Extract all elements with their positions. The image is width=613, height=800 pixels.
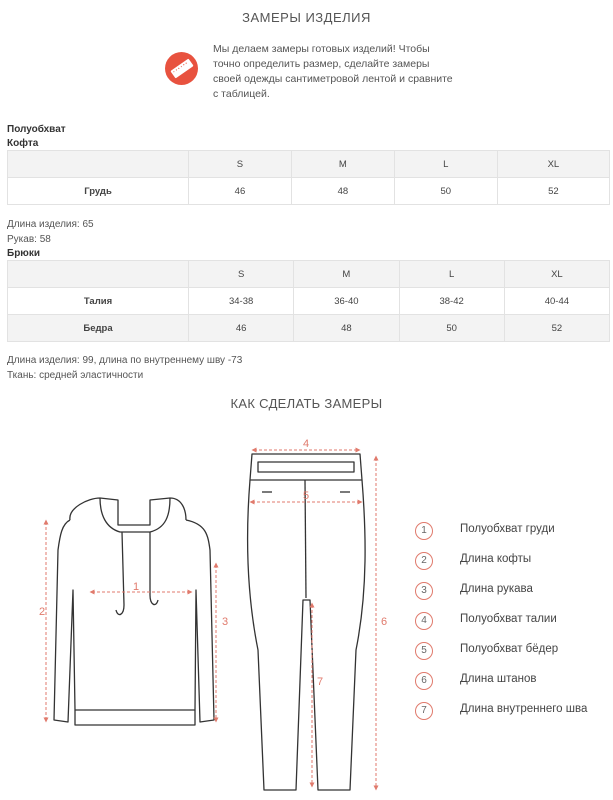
row-label: Талия [8, 288, 189, 315]
hoodie-mark: 3 [221, 616, 229, 628]
table-cell: 38-42 [399, 288, 504, 315]
table-cell: 46 [189, 315, 294, 342]
legend-number: 2 [415, 552, 433, 570]
table-header-row [8, 151, 610, 178]
measurement-legend [415, 520, 605, 730]
legend-item [415, 610, 605, 640]
table-cell: 36-40 [294, 288, 399, 315]
legend-item [415, 520, 605, 550]
table-row [8, 178, 610, 205]
jacket-size-table [7, 150, 610, 205]
jacket-note: Длина изделия: 65 [7, 219, 94, 230]
size-header: XL [504, 261, 609, 288]
table-cell: 48 [291, 178, 394, 205]
table-cell: 52 [497, 178, 609, 205]
table-cell: 50 [399, 315, 504, 342]
pants-mark: 4 [302, 438, 310, 450]
size-header: L [394, 151, 497, 178]
row-label: Грудь [8, 178, 189, 205]
intro-text: Мы делаем замеры готовых изделий! Чтобы точно определить размер, сделайте замеры своей одежды сантиметровой лентой и сравните с таблицей. [213, 43, 453, 100]
section-label: Полуобхват [7, 124, 66, 135]
legend-number: 7 [415, 702, 433, 720]
legend-number: 4 [415, 612, 433, 630]
hoodie-drawing [54, 498, 214, 725]
pants-note: Ткань: средней эластичности [7, 370, 144, 381]
legend-item [415, 700, 605, 730]
table-cell: 48 [294, 315, 399, 342]
table-cell: 52 [504, 315, 609, 342]
pants-mark: 6 [380, 616, 388, 628]
table-cell: 34-38 [189, 288, 294, 315]
table-cell: 46 [189, 178, 292, 205]
size-header: XL [497, 151, 609, 178]
legend-number: 5 [415, 642, 433, 660]
legend-item [415, 640, 605, 670]
table-row [8, 315, 610, 342]
legend-label: Полуобхват груди [460, 523, 555, 535]
size-header: M [294, 261, 399, 288]
size-header: S [189, 261, 294, 288]
legend-label: Длина рукава [460, 583, 533, 595]
pants-drawing [248, 454, 365, 790]
pants-size-table [7, 260, 610, 342]
table-cell: 50 [394, 178, 497, 205]
legend-item [415, 550, 605, 580]
pants-title: Брюки [7, 248, 40, 259]
table-cell: 40-44 [504, 288, 609, 315]
hoodie-mark: 2 [38, 606, 46, 618]
row-label: Бедра [8, 315, 189, 342]
legend-label: Полуобхват талии [460, 613, 557, 625]
size-header: L [399, 261, 504, 288]
legend-label: Длина штанов [460, 673, 537, 685]
legend-number: 1 [415, 522, 433, 540]
table-row [8, 288, 610, 315]
legend-number: 3 [415, 582, 433, 600]
table-corner [8, 261, 189, 288]
size-header: M [291, 151, 394, 178]
intro-block [165, 42, 465, 102]
page-title: ЗАМЕРЫ ИЗДЕЛИЯ [242, 10, 371, 25]
legend-item [415, 580, 605, 610]
pants-mark: 5 [302, 490, 310, 502]
table-corner [8, 151, 189, 178]
jacket-note: Рукав: 58 [7, 234, 51, 245]
legend-label: Длина кофты [460, 553, 532, 565]
pants-mark: 7 [316, 676, 324, 688]
how-to-title: КАК СДЕЛАТЬ ЗАМЕРЫ [230, 396, 383, 411]
measuring-tape-icon [165, 52, 198, 85]
legend-item [415, 670, 605, 700]
legend-label: Полуобхват бёдер [460, 643, 559, 655]
jacket-title: Кофта [7, 138, 39, 149]
pants-note: Длина изделия: 99, длина по внутреннему шву -73 [7, 355, 243, 366]
table-header-row [8, 261, 610, 288]
size-header: S [189, 151, 292, 178]
hoodie-mark: 1 [132, 581, 140, 593]
legend-label: Длина внутреннего шва [460, 703, 588, 715]
legend-number: 6 [415, 672, 433, 690]
